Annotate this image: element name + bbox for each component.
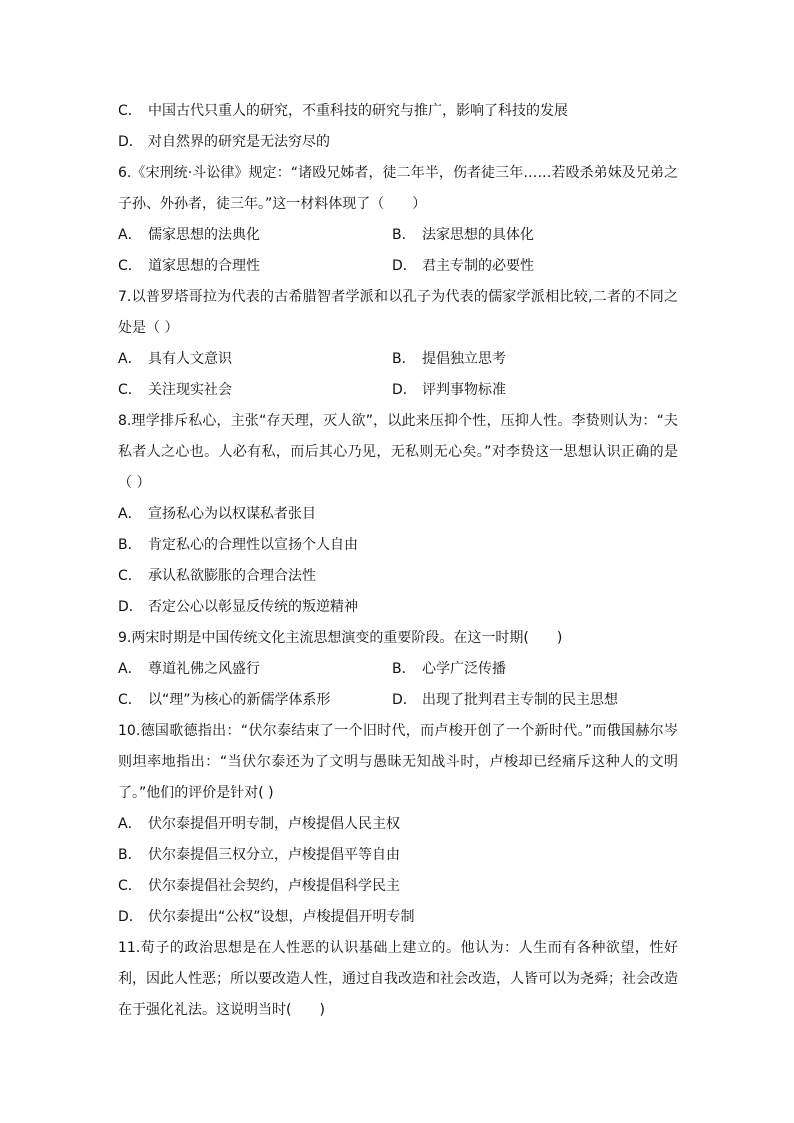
q10-option-c [118, 871, 678, 902]
q9-option-c [118, 685, 392, 716]
q7-option-c [118, 375, 392, 406]
q5-option-c [118, 96, 678, 127]
option-letter: A． [118, 816, 142, 832]
q10-option-d [118, 902, 678, 933]
q7-option-a [118, 344, 392, 375]
q8-option-d [118, 592, 678, 623]
q7-options-row-2 [118, 375, 678, 406]
q8-option-a [118, 499, 678, 530]
option-letter: D． [392, 258, 417, 274]
option-letter: C． [118, 382, 142, 398]
option-text: 中国古代只重人的研究，不重科技的研究与推广，影响了科技的发展 [148, 103, 568, 119]
q6-options-row-1 [118, 220, 678, 251]
question-list [118, 96, 678, 1026]
option-letter: A． [118, 661, 142, 677]
q5-option-d [118, 127, 678, 158]
option-text: 尊道礼佛之风盛行 [148, 661, 260, 677]
q7-stem: 7.以普罗塔哥拉为代表的古希腊智者学派和以孔子为代表的儒家学派相比较,二者的不同之处是（ ） [118, 289, 678, 336]
q9-option-a [118, 654, 392, 685]
option-letter: D． [392, 692, 417, 708]
q8-stem: 8.理学排斥私心，主张“存天理，灭人欲”，以此来压抑个性，压抑人性。李贽则认为：“夫私者人之心也。人必有私，而后其心乃见，无私则无心矣。”对李贽这一思想认识正确的是（ ） [118, 413, 678, 491]
option-letter: A． [118, 227, 142, 243]
q7-option-d [392, 375, 666, 406]
option-letter: B． [118, 847, 142, 863]
option-text: 承认私欲膨胀的合理合法性 [148, 568, 316, 584]
q10-stem: 10.德国歌德指出：“伏尔泰结束了一个旧时代，而卢梭开创了一个新时代。”而俄国赫尔岑则坦率地指出：“当伏尔泰还为了文明与愚昧无知战斗时，卢梭却已经痛斥这种人的文明了。”他们的评价是针对( ) [118, 723, 678, 801]
option-letter: A． [118, 506, 142, 522]
option-letter: C． [118, 692, 142, 708]
option-text: 对自然界的研究是无法穷尽的 [148, 134, 330, 150]
option-letter: D． [118, 134, 143, 150]
option-letter: C． [118, 103, 142, 119]
q8-option-c [118, 561, 678, 592]
option-text: 道家思想的合理性 [148, 258, 260, 274]
q6-options-row-2 [118, 251, 678, 282]
option-letter: C． [118, 258, 142, 274]
option-letter: D． [118, 599, 143, 615]
option-text: 伏尔泰提倡社会契约，卢梭提倡科学民主 [148, 878, 400, 894]
q6-option-c [118, 251, 392, 282]
option-text: 具有人文意识 [148, 351, 232, 367]
option-text: 君主专制的必要性 [422, 258, 534, 274]
option-text: 提倡独立思考 [422, 351, 506, 367]
q8-option-b [118, 530, 678, 561]
option-letter: B． [392, 661, 416, 677]
option-letter: C． [118, 568, 142, 584]
option-letter: C． [118, 878, 142, 894]
option-letter: B． [392, 351, 416, 367]
q10-option-b [118, 840, 678, 871]
q9-stem: 9.两宋时期是中国传统文化主流思想演变的重要阶段。在这一时期( ) [118, 630, 563, 646]
option-text: 出现了批判君主专制的民主思想 [422, 692, 618, 708]
option-text: 伏尔泰提倡三权分立，卢梭提倡平等自由 [148, 847, 400, 863]
option-letter: A． [118, 351, 142, 367]
option-text: 评判事物标准 [422, 382, 506, 398]
option-letter: B． [118, 537, 142, 553]
option-text: 以“理”为核心的新儒学体系形 [148, 692, 331, 708]
option-text: 伏尔泰提出“公权”设想，卢梭提倡开明专制 [148, 909, 415, 925]
q6-option-b [392, 220, 666, 251]
option-text: 宣扬私心为以权谋私者张目 [148, 506, 316, 522]
option-text: 心学广泛传播 [422, 661, 506, 677]
q9-options-row-1 [118, 654, 678, 685]
option-letter: D． [118, 909, 143, 925]
option-text: 肯定私心的合理性以宣扬个人自由 [148, 537, 358, 553]
option-text: 否定公心以彰显反传统的叛逆精神 [148, 599, 358, 615]
q10-option-a [118, 809, 678, 840]
option-letter: D． [392, 382, 417, 398]
q9-options-row-2 [118, 685, 678, 716]
q9-option-b [392, 654, 666, 685]
q7-options-row-1 [118, 344, 678, 375]
q7-option-b [392, 344, 666, 375]
q9-option-d [392, 685, 666, 716]
q11-stem: 11.荀子的政治思想是在人性恶的认识基础上建立的。他认为：人生而有各种欲望，性好利，因此人性恶；所以要改造人性，通过自我改造和社会改造，人皆可以为尧舜；社会改造在于强化礼法。这说明当时( ) [118, 940, 678, 1018]
option-text: 法家思想的具体化 [422, 227, 534, 243]
q6-option-d [392, 251, 666, 282]
option-text: 儒家思想的法典化 [148, 227, 260, 243]
option-text: 关注现实社会 [148, 382, 232, 398]
option-letter: B． [392, 227, 416, 243]
option-text: 伏尔泰提倡开明专制，卢梭提倡人民主权 [148, 816, 400, 832]
q6-option-a [118, 220, 392, 251]
q6-stem: 6.《宋刑统·斗讼律》规定：“诸殴兄姊者，徒二年半，伤者徒三年……若殴杀弟妹及兄弟之子孙、外孙者，徒三年。”这一材料体现了（ ） [118, 165, 678, 212]
